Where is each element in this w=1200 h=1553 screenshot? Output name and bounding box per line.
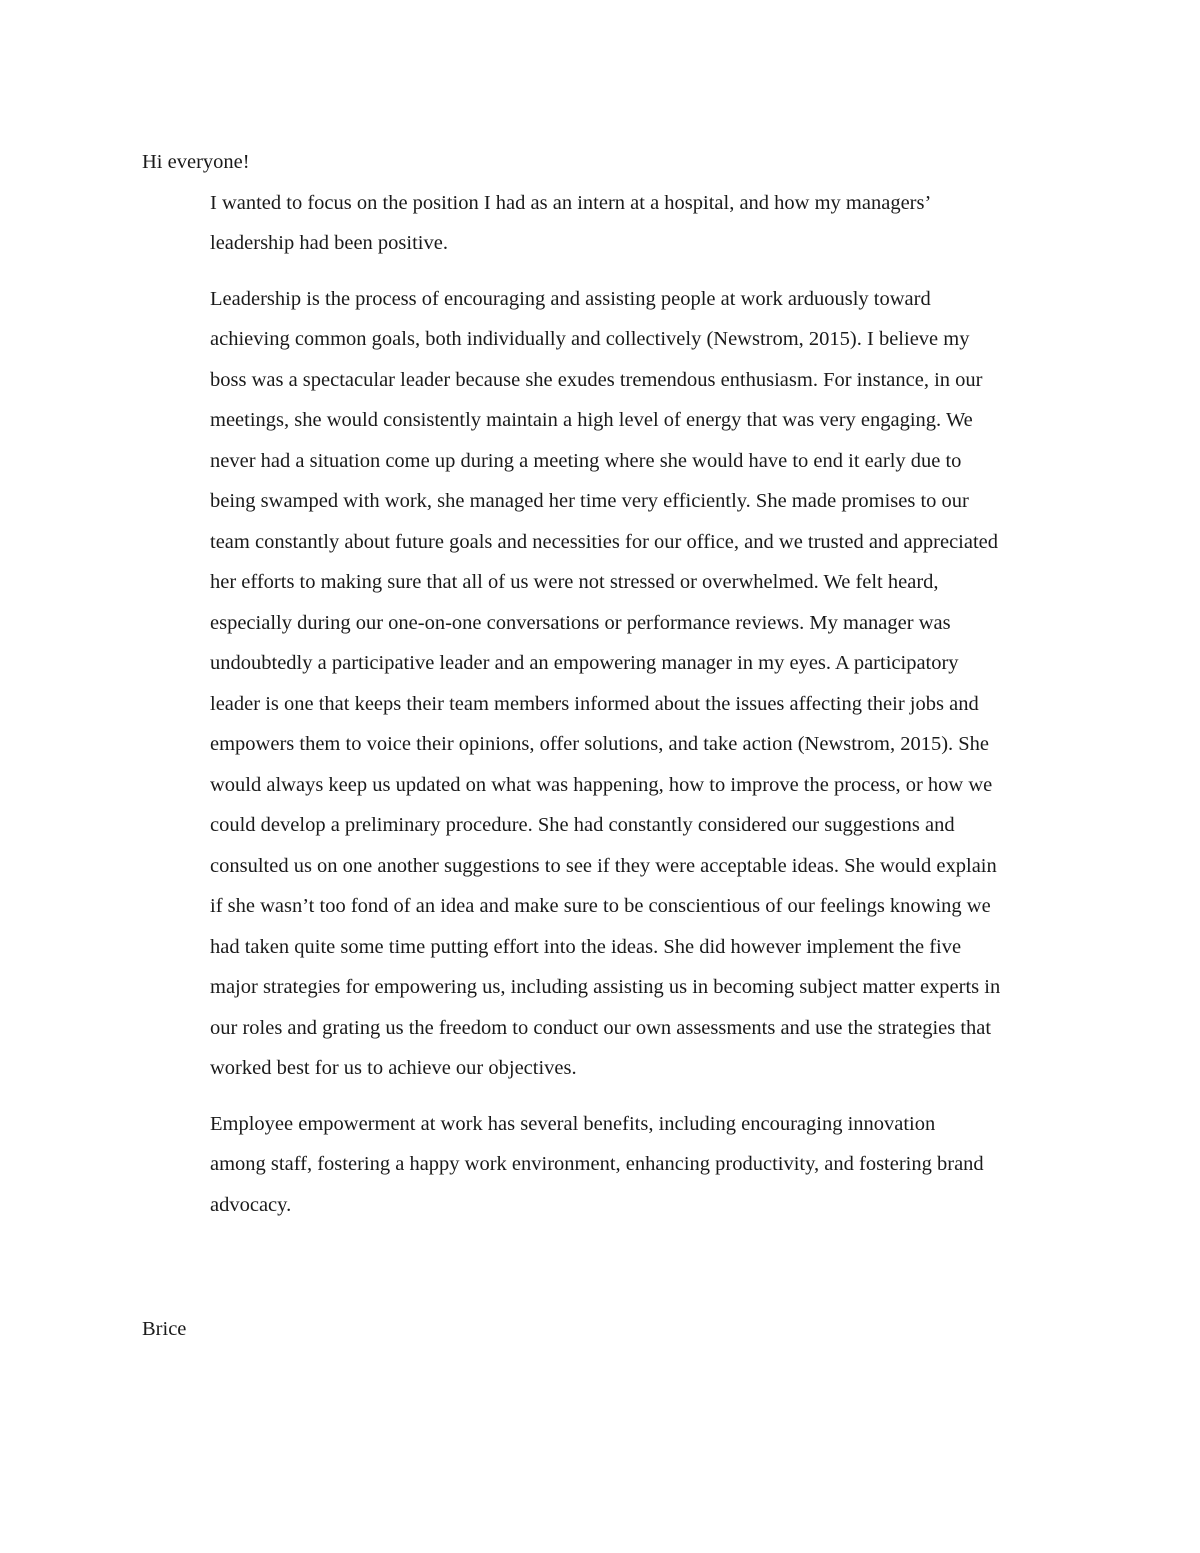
paragraph-line: achieving common goals, both individually and collectively (Newstrom, 2015). I believe my <box>210 328 970 350</box>
document-body <box>142 142 1052 1225</box>
paragraph-line: consulted us on one another suggestions to see if they were acceptable ideas. She would explain <box>210 854 997 877</box>
paragraph-line: especially during our one-on-one conversations or performance reviews. My manager was <box>210 611 951 634</box>
paragraph-line: meetings, she would consistently maintain a high level of energy that was very engaging. We <box>210 409 973 431</box>
paragraph-3 <box>142 1104 1052 1226</box>
paragraph-line: undoubtedly a participative leader and an empowering manager in my eyes. A participatory <box>210 652 959 674</box>
paragraph-line: if she wasn’t too fond of an idea and make sure to be conscientious of our feelings knowing we <box>210 895 991 917</box>
paragraph-line: our roles and grating us the freedom to conduct our own assessments and use the strategies that <box>210 1016 992 1039</box>
paragraph-1 <box>142 183 1052 264</box>
paragraph-line: I wanted to focus on the position I had as an intern at a hospital, and how my managers’ <box>210 191 932 214</box>
paragraph-line: had taken quite some time putting effort into the ideas. She did however implement the five <box>210 935 962 958</box>
greeting: Hi everyone! <box>142 151 250 173</box>
paragraph-line: boss was a spectacular leader because she exudes tremendous enthusiasm. For instance, in our <box>210 368 983 391</box>
paragraph-line: Leadership is the process of encouraging and assisting people at work arduously toward <box>210 287 931 310</box>
paragraph-line: team constantly about future goals and necessities for our office, and we trusted and appreciated <box>210 530 999 553</box>
paragraph-line: could develop a preliminary procedure. She had constantly considered our suggestions and <box>210 814 955 836</box>
paragraph-line: leader is one that keeps their team members informed about the issues affecting their jobs and <box>210 692 979 715</box>
paragraph-line: her efforts to making sure that all of us were not stressed or overwhelmed. We felt heard, <box>210 571 939 593</box>
paragraph-line: Employee empowerment at work has several benefits, including encouraging innovation <box>210 1112 936 1135</box>
paragraph-2 <box>142 279 1052 1089</box>
signature: Brice <box>142 1318 187 1340</box>
paragraph-line: empowers them to voice their opinions, offer solutions, and take action (Newstrom, 2015). She <box>210 733 990 755</box>
paragraph-line: advocacy. <box>210 1193 292 1216</box>
paragraph-line: major strategies for empowering us, including assisting us in becoming subject matter experts in <box>210 976 1001 998</box>
paragraph-line: worked best for us to achieve our objectives. <box>210 1057 577 1079</box>
paragraph-line: among staff, fostering a happy work environment, enhancing productivity, and fostering brand <box>210 1153 984 1175</box>
paragraph-line: leadership had been positive. <box>210 232 448 254</box>
paragraph-line: never had a situation come up during a meeting where she would have to end it early due to <box>210 449 962 472</box>
paragraphs-container <box>142 183 1052 1226</box>
paragraph-line: being swamped with work, she managed her time very efficiently. She made promises to our <box>210 490 969 512</box>
paragraph-line: would always keep us updated on what was happening, how to improve the process, or how we <box>210 773 993 796</box>
